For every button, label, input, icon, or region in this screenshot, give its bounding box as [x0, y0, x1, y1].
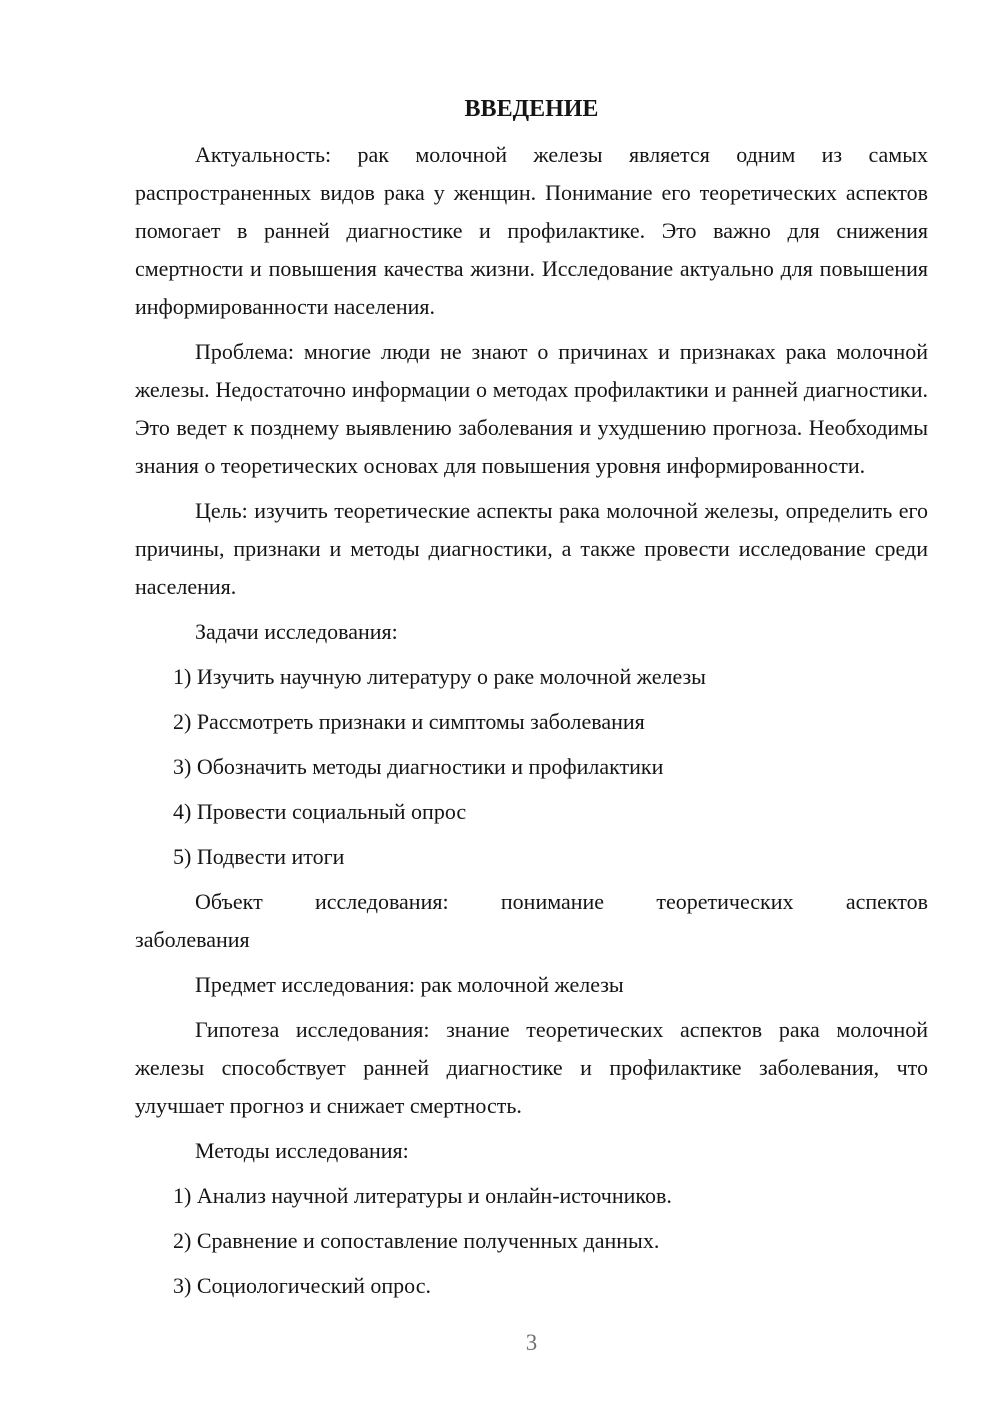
- task-item-4: 4) Провести социальный опрос: [173, 799, 467, 824]
- heading-tasks: Задачи исследования:: [195, 619, 398, 644]
- paragraph-goal: Цель: изучить теоретические аспекты рака молочной железы, определить его причины, признаки и методы диагностики, а также провести исследование среди населения.: [135, 498, 928, 599]
- page-number: 3: [525, 1330, 538, 1355]
- method-item-3: 3) Социологический опрос.: [173, 1273, 431, 1298]
- paragraph-object: Объект исследования: понимание теоретических аспектов заболевания: [135, 889, 928, 952]
- method-item-2: 2) Сравнение и сопоставление полученных данных.: [173, 1228, 660, 1253]
- section-title: ВВЕДЕНИЕ: [464, 96, 599, 122]
- task-item-1: 1) Изучить научную литературу о раке молочной железы: [173, 664, 706, 689]
- paragraph-subject: Предмет исследования: рак молочной железы: [195, 972, 624, 997]
- task-item-2: 2) Рассмотреть признаки и симптомы заболевания: [173, 709, 645, 734]
- method-item-1: 1) Анализ научной литературы и онлайн-источников.: [173, 1183, 672, 1208]
- paragraph-relevance: Актуальность: рак молочной железы является одним из самых распространенных видов рака у женщин. Понимание его теоретических аспектов помогает в ранней диагностике и профилактике. Это важно для снижения смертности и повышения качества жизни. Исследование актуально для повышения информированности населения.: [135, 142, 928, 319]
- task-item-5: 5) Подвести итоги: [173, 844, 345, 869]
- paragraph-hypothesis: Гипотеза исследования: знание теоретических аспектов рака молочной железы способствует ранней диагностике и профилактике заболевания, что улучшает прогноз и снижает смертность.: [135, 1017, 928, 1118]
- task-item-3: 3) Обозначить методы диагностики и профилактики: [173, 754, 664, 779]
- paragraph-problem: Проблема: многие люди не знают о причинах и признаках рака молочной железы. Недостаточно информации о методах профилактики и ранней диагностики. Это ведет к позднему выявлению заболевания и ухудшению прогноза. Необходимы знания о теоретических основах для повышения уровня информированности.: [135, 339, 928, 478]
- heading-methods: Методы исследования:: [195, 1138, 409, 1163]
